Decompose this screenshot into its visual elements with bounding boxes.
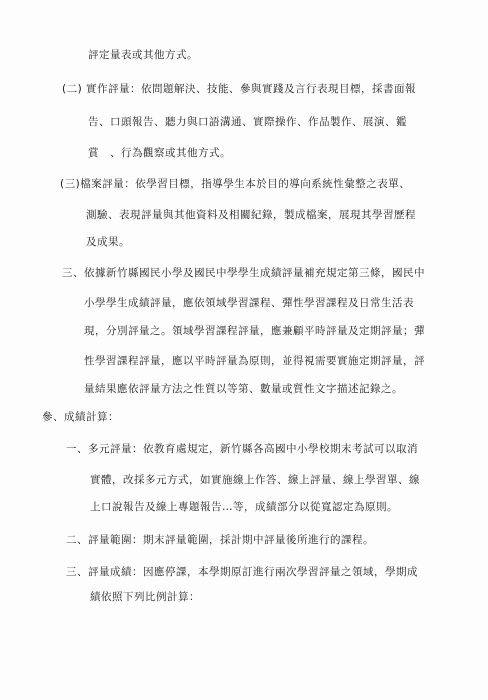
section-heading: 參、成績計算： [42, 411, 119, 423]
text-line: 告、口頭報告、聽力與口語溝通、實際操作、作品製作、展演、鑑 [88, 116, 407, 128]
text-line: (三)檔案評量：依學習目標，指導學生本於目的導向系統性彙整之表單、 [60, 178, 411, 190]
text-line: 測驗、表現評量與其他資料及相關紀錄，製成檔案，展現其學習歷程 [86, 209, 416, 221]
text-line: 上口說報告及線上專題報告…等，成績部分以從寬認定為原則。 [90, 501, 398, 513]
text-line: 實體，改採多元方式，如實施線上作答、線上評量、線上學習單、線 [90, 474, 420, 486]
text-line: 量結果應依評量方法之性質以等第、數量或質性文字描述記錄之。 [84, 383, 403, 395]
text-line: 現，分別評量之。領域學習課程評量，應兼顧平時評量及定期評量；彈 [84, 325, 425, 337]
text-line: 性學習課程評量，應以平時評量為原則，並得視需要實施定期評量，評 [84, 355, 425, 367]
text-line: 賞 、行為觀察或其他方式。 [88, 147, 231, 159]
text-line: 小學學生成績評量，應依領域學習課程、彈性學習課程及日常生活表 [84, 297, 414, 309]
text-line: 二、評量範圍：期末評量範圍，採計期中評量後所進行的課程。 [66, 534, 374, 546]
text-line: 及成果。 [86, 236, 130, 248]
text-line: 一、多元評量：依教育處規定，新竹縣各高國中小學校期末考試可以取消 [66, 443, 418, 455]
text-line: 三、依據新竹縣國民小學及國民中學學生成績評量補充規定第三條，國民中 [62, 267, 425, 279]
text-line: (二) 實作評量：依問題解決、技能、參與實踐及言行表現目標，採書面報 [62, 83, 417, 95]
text-line: 三、評量成績：因應停課，本學期原訂進行兩次學習評量之領域，學期成 [66, 566, 418, 578]
text-line: 績依照下列比例計算： [90, 591, 200, 603]
text-line: 評定量表或其他方式。 [88, 49, 198, 61]
